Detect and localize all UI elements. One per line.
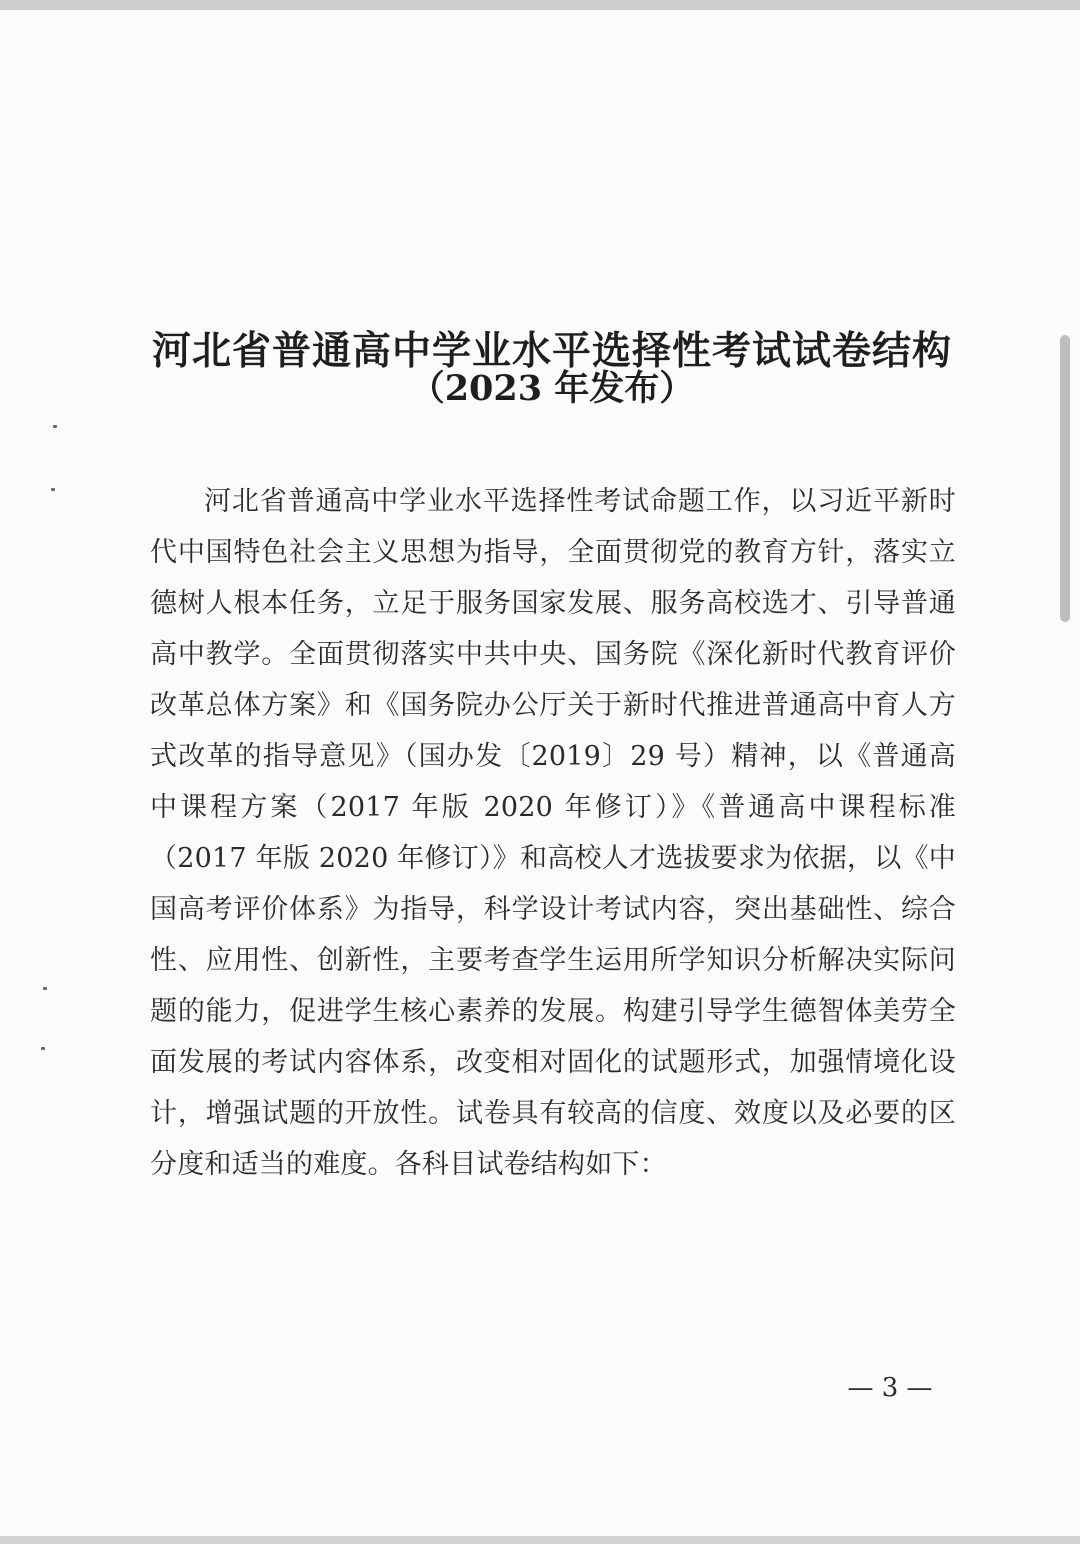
page-number: — 3 —: [847, 1373, 933, 1403]
document-subtitle: （2023 年发布）: [409, 368, 695, 409]
body-paragraph: 河北省普通高中学业水平选择性考试命题工作，以习近平新时代中国特色社会主义思想为指导，全面贯彻党的教育方针，落实立德树人根本任务，立足于服务国家发展、服务高校选才、引导普通高中教学。全面贯彻落实中共中央、国务院《深化新时代教育评价改革总体方案》和《国务院办公厅关于新时代推进普通高中育人方式改革的指导意见》（国办发〔2019〕29 号）精神，以《普通高中课程方案（2017 年版 2020 年修订）》《普通高中课程标准（2017 年版 2020 年修订）》和高校人才选拔要求为依据，以《中国高考评价体系》为指导，科学设计考试内容，突出基础性、综合性、应用性、创新性，主要考查学生运用所学知识分析解决实际问题的能力，促进学生核心素养的发展。构建引导学生德智体美劳全面发展的考试内容体系，改变相对固化的试题形式，加强情境化设计，增强试题的开放性。试卷具有较高的信度、效度以及必要的区分度和适当的难度。各科目试卷结构如下：: [150, 486, 956, 1180]
bottom-edge: [0, 1536, 1080, 1544]
scrollbar-thumb[interactable]: [1060, 335, 1070, 622]
scan-speck: [41, 1047, 45, 1050]
document-title: 河北省普通高中学业水平选择性考试试卷结构: [151, 328, 952, 375]
top-edge: [0, 0, 1080, 10]
scan-speck: [43, 987, 47, 990]
scan-speck: [53, 425, 57, 428]
scan-speck: [51, 488, 55, 491]
